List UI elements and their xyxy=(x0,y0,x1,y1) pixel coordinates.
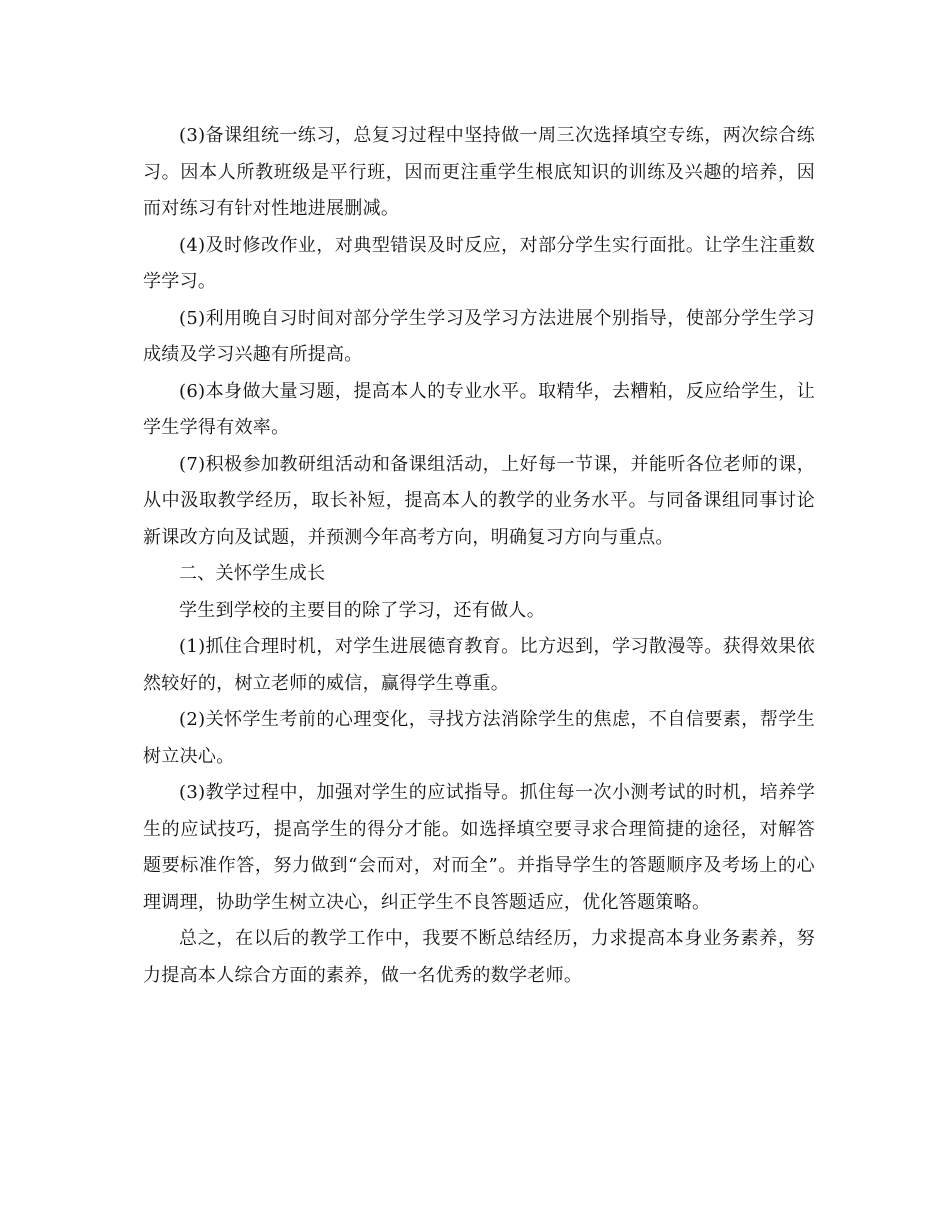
paragraph-exam-psychology: (2)关怀学生考前的心理变化，寻找方法消除学生的焦虑，不自信要素，帮学生树立决心。 xyxy=(143,709,815,767)
paragraph-self-practice: (6)本身做大量习题，提高本人的专业水平。取精华，去糟粕，反应给学生，让学生学得有效率。 xyxy=(143,380,815,438)
paragraph-moral-education: (1)抓住合理时机，对学生进展德育教育。比方迟到，学习散漫等。获得效果依然较好的，树立老师的威信，赢得学生尊重。 xyxy=(143,636,815,694)
paragraph-school-purpose: 学生到学校的主要目的除了学习，还有做人。 xyxy=(179,599,545,621)
paragraph-practice-plan: (3)备课组统一练习，总复习过程中坚持做一周三次选择填空专练，两次综合练习。因本人所教班级是平行班，因而更注重学生根底知识的训练及兴趣的培养，因而对练习有针对性地进展删减。 xyxy=(143,125,815,219)
paragraph-homework-correction: (4)及时修改作业，对典型错误及时反应，对部分学生实行面批。让学生注重数学学习。 xyxy=(143,234,815,292)
document-body xyxy=(143,118,815,994)
paragraph-exam-guidance: (3)教学过程中，加强对学生的应试指导。抓住每一次小测考试的时机，培养学生的应试技巧，提高学生的得分才能。如选择填空要寻求合理简捷的途径，对解答题要标准作答，努力做到“会而对，对而全”。并指导学生的答题顺序及考场上的心理调理，协助学生树立决心，纠正学生不良答题适应，优化答题策略。 xyxy=(143,782,815,913)
paragraph-teaching-research: (7)积极参加教研组活动和备课组活动，上好每一节课，并能听各位老师的课，从中汲取教学经历，取长补短，提高本人的教学的业务水平。与同备课组同事讨论新课改方向及试题，并预测今年高考方向，明确复习方向与重点。 xyxy=(143,453,815,548)
section-heading-student-growth: 二、关怀学生成长 xyxy=(179,563,326,584)
paragraph-individual-guidance: (5)利用晚自习时间对部分学生学习及学习方法进展个别指导，使部分学生学习成绩及学习兴趣有所提高。 xyxy=(143,307,815,365)
paragraph-conclusion: 总之，在以后的教学工作中，我要不断总结经历，力求提高本身业务素养，努力提高本人综合方面的素养，做一名优秀的数学老师。 xyxy=(143,928,815,986)
